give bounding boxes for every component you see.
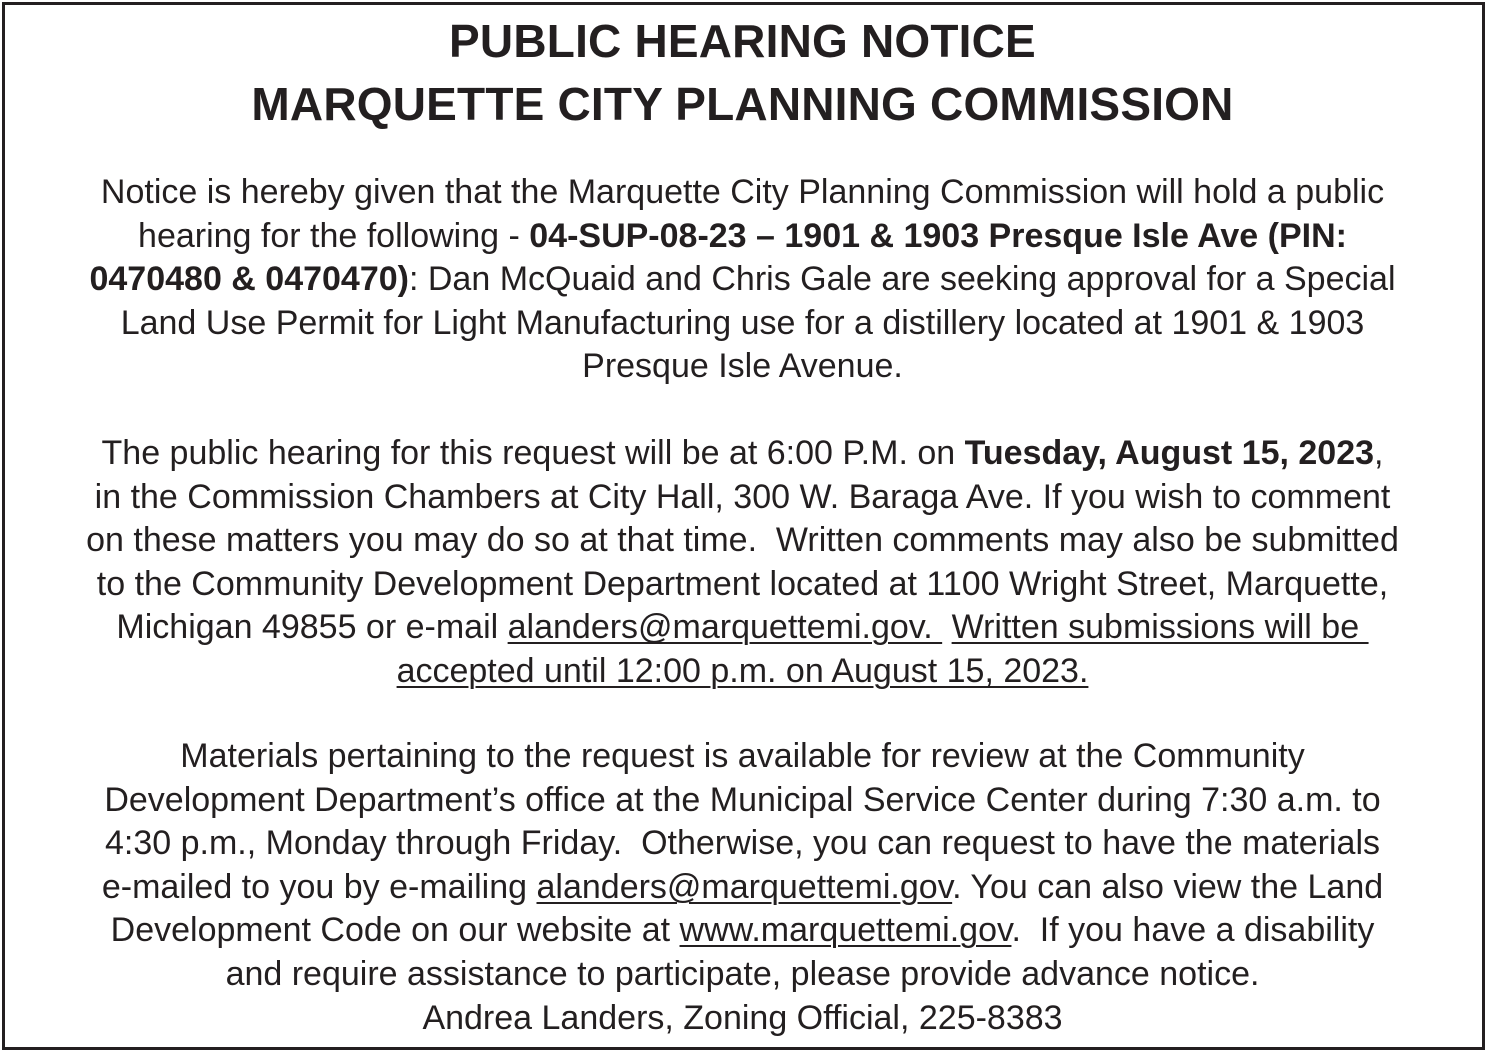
parcel-pins: 0470480 & 0470470): [89, 260, 409, 299]
p3-line-4: [12, 866, 1473, 910]
p3-line-6: and require assistance to participate, please provide advance notice.: [225, 954, 1260, 993]
p2-line-1-comma: ,: [1374, 434, 1384, 472]
hearing-date: Tuesday, August 15, 2023: [964, 434, 1375, 472]
p2-line-3: on these matters you may do so at that time. Written comments may also be submitted: [86, 521, 1399, 560]
p3-line-4-text: e-mailed to you by e-mailing: [101, 867, 537, 906]
p2-line-5-space: [942, 608, 951, 646]
hearing-time-paragraph: [12, 432, 1473, 694]
p1-line-5: Presque Isle Avenue.: [582, 347, 903, 386]
p2-line-5: [12, 606, 1473, 650]
case-number: 04-SUP-08-23 – 1901 & 1903 Presque Isle Ave (PIN:: [529, 216, 1347, 255]
p3-line-5: [12, 909, 1473, 953]
submission-deadline-line-1: Written submissions will be: [951, 608, 1369, 647]
materials-email-link[interactable]: alanders@marquettemi.gov: [536, 867, 953, 906]
p2-line-4: to the Community Development Department located at 1100 Wright Street, Marquette,: [96, 564, 1389, 603]
p1-line-3-text: : Dan McQuaid and Chris Gale are seeking approval for a Special: [408, 260, 1396, 299]
notice-title: PUBLIC HEARING NOTICE: [449, 15, 1036, 67]
p3-line-3: 4:30 p.m., Monday through Friday. Otherwise, you can request to have the materials: [104, 824, 1381, 863]
p2-line-6: [12, 650, 1473, 694]
p3-line-2: Development Department’s office at the Municipal Service Center during 7:30 a.m. to: [104, 780, 1381, 819]
p2-line-2: in the Commission Chambers at City Hall, 300 W. Baraga Ave. If you wish to comment: [94, 477, 1391, 516]
website-link[interactable]: www.marquettemi.gov: [679, 911, 1012, 950]
p2-line-5-text: Michigan 49855 or e-mail: [116, 608, 508, 647]
p3-line-1: Materials pertaining to the request is available for review at the Community: [180, 737, 1305, 775]
contact-email-link[interactable]: alanders@marquettemi.gov.: [507, 608, 943, 647]
p1-line-2: [12, 215, 1473, 259]
p1-line-2-text: hearing for the following -: [138, 216, 530, 255]
submission-deadline-line-2: accepted until 12:00 p.m. on August 15, 2023.: [396, 651, 1089, 690]
signature-line: Andrea Landers, Zoning Official, 225-8383: [422, 998, 1063, 1037]
p1-line-1: Notice is hereby given that the Marquette City Planning Commission will hold a public: [100, 173, 1385, 211]
p3-line-4-tail: . You can also view the Land: [952, 867, 1384, 906]
p2-line-1: [12, 432, 1473, 476]
p2-line-1-text: The public hearing for this request will be at 6:00 P.M. on: [101, 434, 965, 472]
p3-line-5-tail: . If you have a disability: [1011, 911, 1375, 950]
hearing-description-paragraph: [12, 171, 1473, 389]
p3-line-5-text: Development Code on our website at: [110, 911, 680, 950]
materials-paragraph: [12, 735, 1473, 1040]
p1-line-3: [12, 258, 1473, 302]
p1-line-4: Land Use Permit for Light Manufacturing use for a distillery located at 1901 & 1903: [120, 303, 1365, 342]
notice-subtitle: MARQUETTE CITY PLANNING COMMISSION: [251, 78, 1234, 130]
